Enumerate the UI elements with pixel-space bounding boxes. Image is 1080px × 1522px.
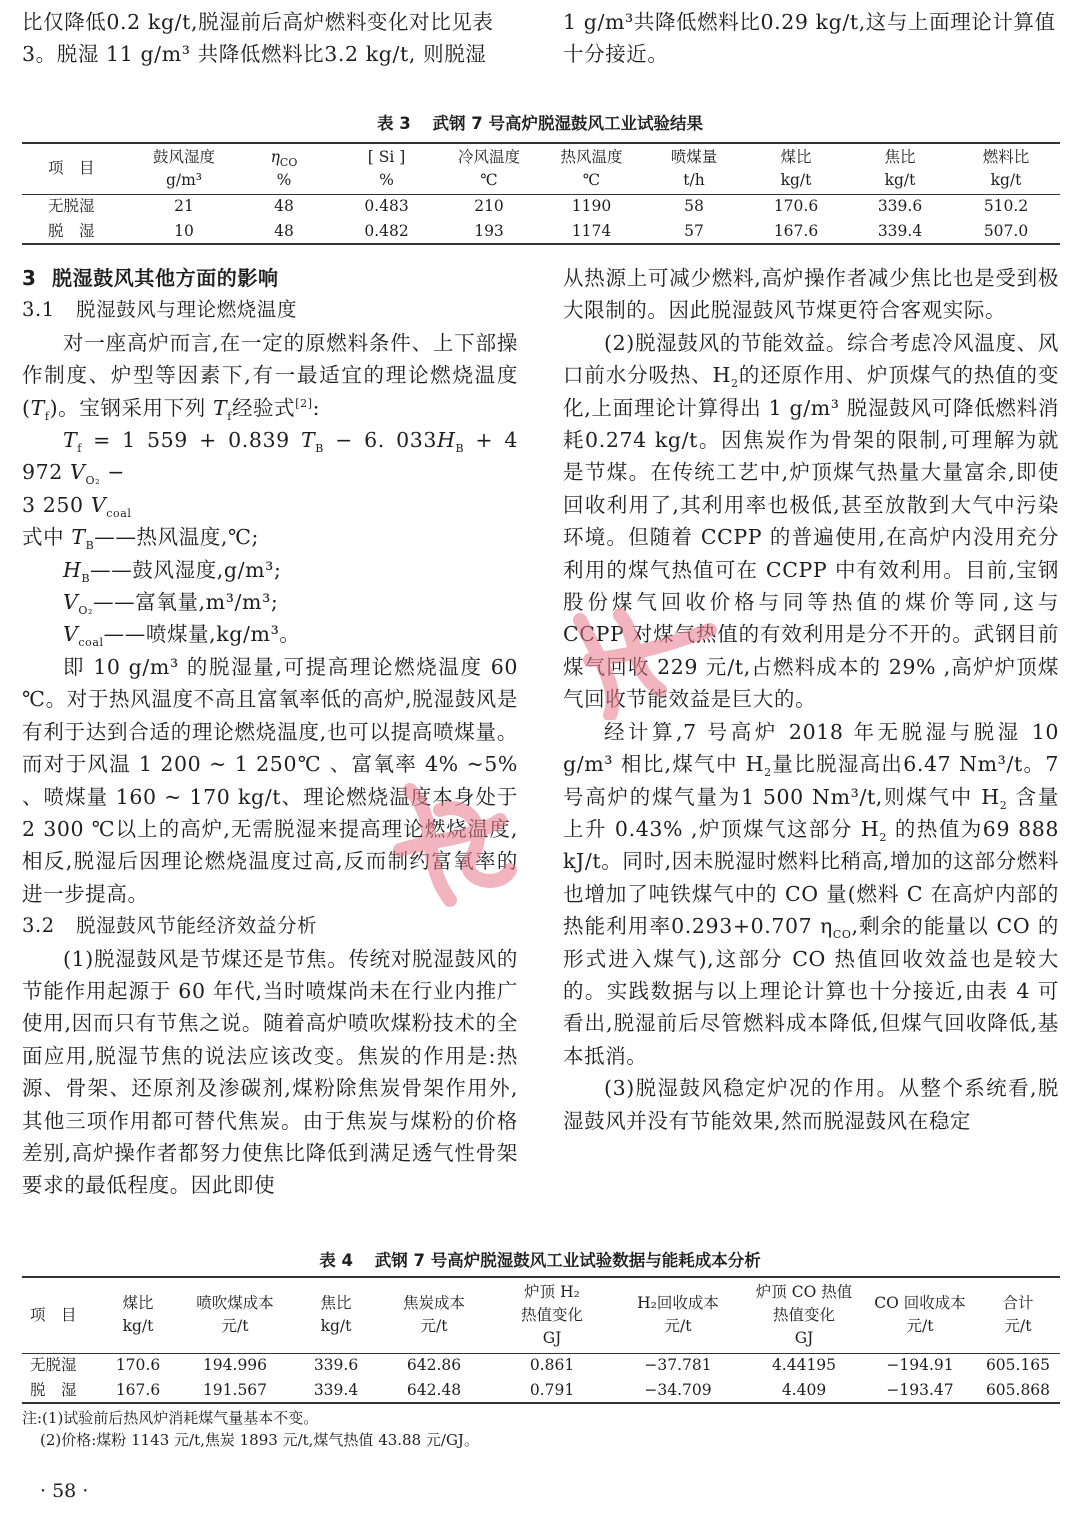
table4-header: H₂回收成本 元/t (612, 1277, 744, 1353)
table4-header: 喷吹煤成本 元/t (174, 1277, 296, 1353)
table3-header: 冷风温度 ℃ (439, 143, 539, 194)
paragraph: 从热源上可减少燃料,高炉操作者减少焦比也是受到极大限制的。因此脱湿鼓风节煤更符合客观实际。 (563, 266, 1059, 323)
table4-number: 表 4 (319, 1251, 353, 1270)
table3-header: 喷煤量 t/h (644, 143, 744, 194)
table-row: 无脱湿 21 48 0.483 210 1190 58 170.6 339.6 510.2 (48, 197, 1029, 216)
paragraph: (2)脱湿鼓风的节能效益。综合考虑冷风温度、风口前水分吸热、$H_2$的还原作用、炉顶煤气的热值的变化,上面理论计算得出 1 g/m³ 脱湿鼓风可降低燃料消耗0.274 kg/t。因焦炭作为骨架的限制,可理解为就是节煤。在传统工艺中,炉顶煤气热量大量富余,即使回收利用了,其利用率也极低,甚至放散到大气中污染环境。但随着 CCPP 的普遍使用,在高炉内没用充分利用的煤气热值可在 CCPP 中有效利用。目前,宝钢股份煤气回收价格与同等热值的煤价等同,这与 CCPP 对煤气热值的有效利用是分不开的。武钢目前煤气回收 229 元/t,占燃料成本的 29% ,高炉炉顶煤气回收节能效益是巨大的。 (563, 330, 1059, 712)
paragraph: 经计算,7 号高炉 2018 年无脱湿与脱湿 10 g/m³ 相比,煤气中 $H_2$量比脱湿高出6.47 Nm³/t。7 号高炉的煤气量为1 500 Nm³/t,则煤气中 $H_2$ 含量上升 0.43% ,炉顶煤气这部分 $H_2$ 的热值为69 888 kJ/t。同时,因未脱湿时燃料比稍高,增加的这部分燃料也增加了吨铁煤气中的 CO 量(燃料 C 在高炉内部的热能利用率0.293+0.707 $\eta_{CO}$,剩余的能量以 CO 的形式进入煤气),这部分 CO 热值回收效益也是较大的。实践数据与以上理论计算也十分接近,由表 4 可看出,脱湿前后尽管燃料成本降低,但煤气回收降低,基本抵消。 (563, 719, 1059, 1068)
table3-header: $\eta_{CO}$ % (234, 143, 334, 194)
table3-number: 表 3 (377, 114, 411, 133)
paragraph: 对一座高炉而言,在一定的原燃料条件、上下部操作制度、炉型等因素下,有一最适宜的理论燃烧温度$(T_f)$。宝钢采用下列 $T_f$经验式[2]: (22, 330, 518, 423)
text-line: 1 g/m³共降低燃料比0.29 kg/t,这与上面理论计算值 (563, 10, 1056, 34)
right-column (563, 262, 1059, 1137)
table3-header: 燃料比 kg/t (952, 143, 1060, 194)
table4-caption (0, 1247, 1080, 1271)
table3-header-item: 项 目 (22, 143, 134, 194)
text-line: 十分接近。 (563, 42, 669, 67)
top-left-text (22, 6, 518, 71)
paragraph: 即 10 g/m³ 的脱湿量,可提高理论燃烧温度 60 ℃。对于热风温度不高且富氧率低的高炉,脱湿鼓风是有利于达到合适的理论燃烧温度,也可以提高喷煤量。而对于风温 1 200 ~ 1 250℃ 、富氧率 4% ~5% 、喷煤量 160 ~ 170 kg/t、理论燃烧温度本身处于 2 300 ℃以上的高炉,无需脱湿来提高理论燃烧温度,相反,脱湿后因理论燃烧温度过高,反而制约富氧率的进一步提高。 (22, 654, 518, 906)
table4-header: 炉顶 CO 热值 热值变化 GJ (744, 1277, 864, 1353)
table4-header: 炉顶 H₂ 热值变化 GJ (492, 1277, 612, 1353)
table3-header: 煤比 kg/t (744, 143, 848, 194)
top-right-text (563, 6, 1059, 71)
table3-header: [ Si ] % (334, 143, 439, 194)
table4-header: 焦比 kg/t (296, 1277, 376, 1353)
table3-title: 武钢 7 号高炉脱湿鼓风工业试验结果 (432, 114, 703, 133)
table3-header: 热风温度 ℃ (539, 143, 644, 194)
section-heading-3: 3 脱湿鼓风其他方面的影响 (22, 266, 279, 290)
paragraph: (3)脱湿鼓风稳定炉况的作用。从整个系统看,脱湿鼓风并没有节能效果,然而脱湿鼓风在稳定 (563, 1076, 1059, 1133)
table-row: 脱 湿 167.6 191.567 339.4 642.48 0.791 −34.709 4.409 −193.47 605.868 (30, 1380, 1051, 1399)
page-number: · 58 · (40, 1480, 89, 1502)
formula-line2: 3 250 $V_{coal}$ (22, 492, 132, 520)
table4-header: 合计 元/t (976, 1277, 1060, 1353)
formula: $T_f = 1$ 559 + 0.839 $T_B - 6$. $033H_B + 4$ 972 $V_{O_2}$ − (22, 428, 518, 488)
table4-title: 武钢 7 号高炉脱湿鼓风工业试验数据与能耗成本分析 (374, 1251, 761, 1270)
table4 (22, 1276, 1060, 1404)
where-item: $V_{coal}——$喷煤量,kg/m³。 (63, 622, 301, 650)
where-item: $H_B——$鼓风湿度,g/m³; (63, 557, 282, 585)
table4-header-item: 项 目 (22, 1277, 102, 1353)
table3 (22, 142, 1060, 245)
text-line: 3。脱湿 11 g/m³ 共降低燃料比3.2 kg/t, 则脱湿 (22, 42, 487, 67)
text-line: 比仅降低0.2 kg/t,脱湿前后高炉燃料变化对比见表 (22, 10, 494, 34)
left-column (22, 262, 518, 1202)
where-item: 式中 $T_B——$热风温度,℃; (22, 525, 260, 553)
table-row: 脱 湿 10 48 0.482 193 1174 57 167.6 339.4 507.0 (48, 221, 1029, 240)
table-row: 无脱湿 170.6 194.996 339.6 642.86 0.861 −37.781 4.44195 −194.91 605.165 (30, 1356, 1051, 1375)
table4-header: CO 回收成本 元/t (864, 1277, 976, 1353)
note-line: (2)价格:煤粉 1143 元/t,焦炭 1893 元/t,煤气热值 43.88 元/GJ。 (40, 1431, 479, 1449)
section-heading-3-1: 3.1 脱湿鼓风与理论燃烧温度 (22, 298, 298, 322)
table4-notes (22, 1407, 479, 1451)
where-item: $V_{O_2}——$富氧量,m³/m³; (63, 590, 279, 618)
table4-header: 焦炭成本 元/t (376, 1277, 492, 1353)
paragraph: (1)脱湿鼓风是节煤还是节焦。传统对脱湿鼓风的节能作用起源于 60 年代,当时喷煤尚未在行业内推广使用,因而只有节焦之说。随着高炉喷吹煤粉技术的全面应用,脱湿节焦的说法应该改变。焦炭的作用是:热源、骨架、还原剂及渗碳剂,煤粉除焦炭骨架作用外,其他三项作用都可替代焦炭。由于焦炭与煤粉的价格差别,高炉操作者都努力使焦比降低到满足透气性骨架要求的最低程度。因此即使 (22, 946, 518, 1198)
table3-header: 焦比 kg/t (848, 143, 952, 194)
section-heading-3-2: 3.2 脱湿鼓风节能经济效益分析 (22, 914, 318, 938)
table4-header: 煤比 kg/t (102, 1277, 174, 1353)
note-line: 注:(1)试验前后热风炉消耗煤气量基本不变。 (22, 1409, 319, 1427)
table3-header: 鼓风湿度 g/m³ (134, 143, 234, 194)
table3-caption (0, 110, 1080, 134)
